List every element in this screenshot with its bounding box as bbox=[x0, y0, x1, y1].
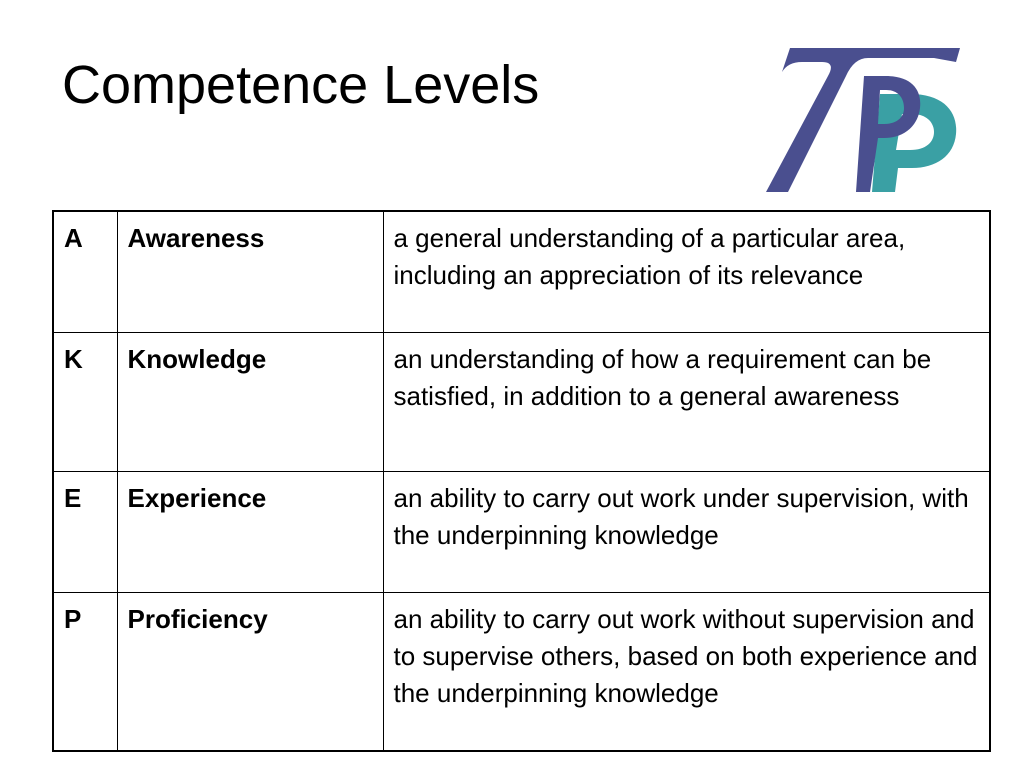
competence-levels-table bbox=[52, 210, 991, 752]
level-description: an ability to carry out work under supervision, with the underpinning knowledge bbox=[383, 472, 990, 593]
level-name: Experience bbox=[117, 472, 383, 593]
level-code: K bbox=[53, 333, 117, 472]
table-row bbox=[53, 472, 990, 593]
level-code: E bbox=[53, 472, 117, 593]
level-code: P bbox=[53, 593, 117, 752]
table-row bbox=[53, 593, 990, 752]
tpp-logo-icon bbox=[762, 42, 966, 194]
level-description: an understanding of how a requirement can be satisfied, in addition to a general awareness bbox=[383, 333, 990, 472]
level-description: a general understanding of a particular area, including an appreciation of its relevance bbox=[383, 211, 990, 333]
level-code: A bbox=[53, 211, 117, 333]
slide-title: Competence Levels bbox=[62, 55, 540, 115]
table-row bbox=[53, 333, 990, 472]
level-name: Awareness bbox=[117, 211, 383, 333]
level-name: Knowledge bbox=[117, 333, 383, 472]
level-description: an ability to carry out work without supervision and to supervise others, based on both experience and the underpinning knowledge bbox=[383, 593, 990, 752]
level-name: Proficiency bbox=[117, 593, 383, 752]
table-row bbox=[53, 211, 990, 333]
